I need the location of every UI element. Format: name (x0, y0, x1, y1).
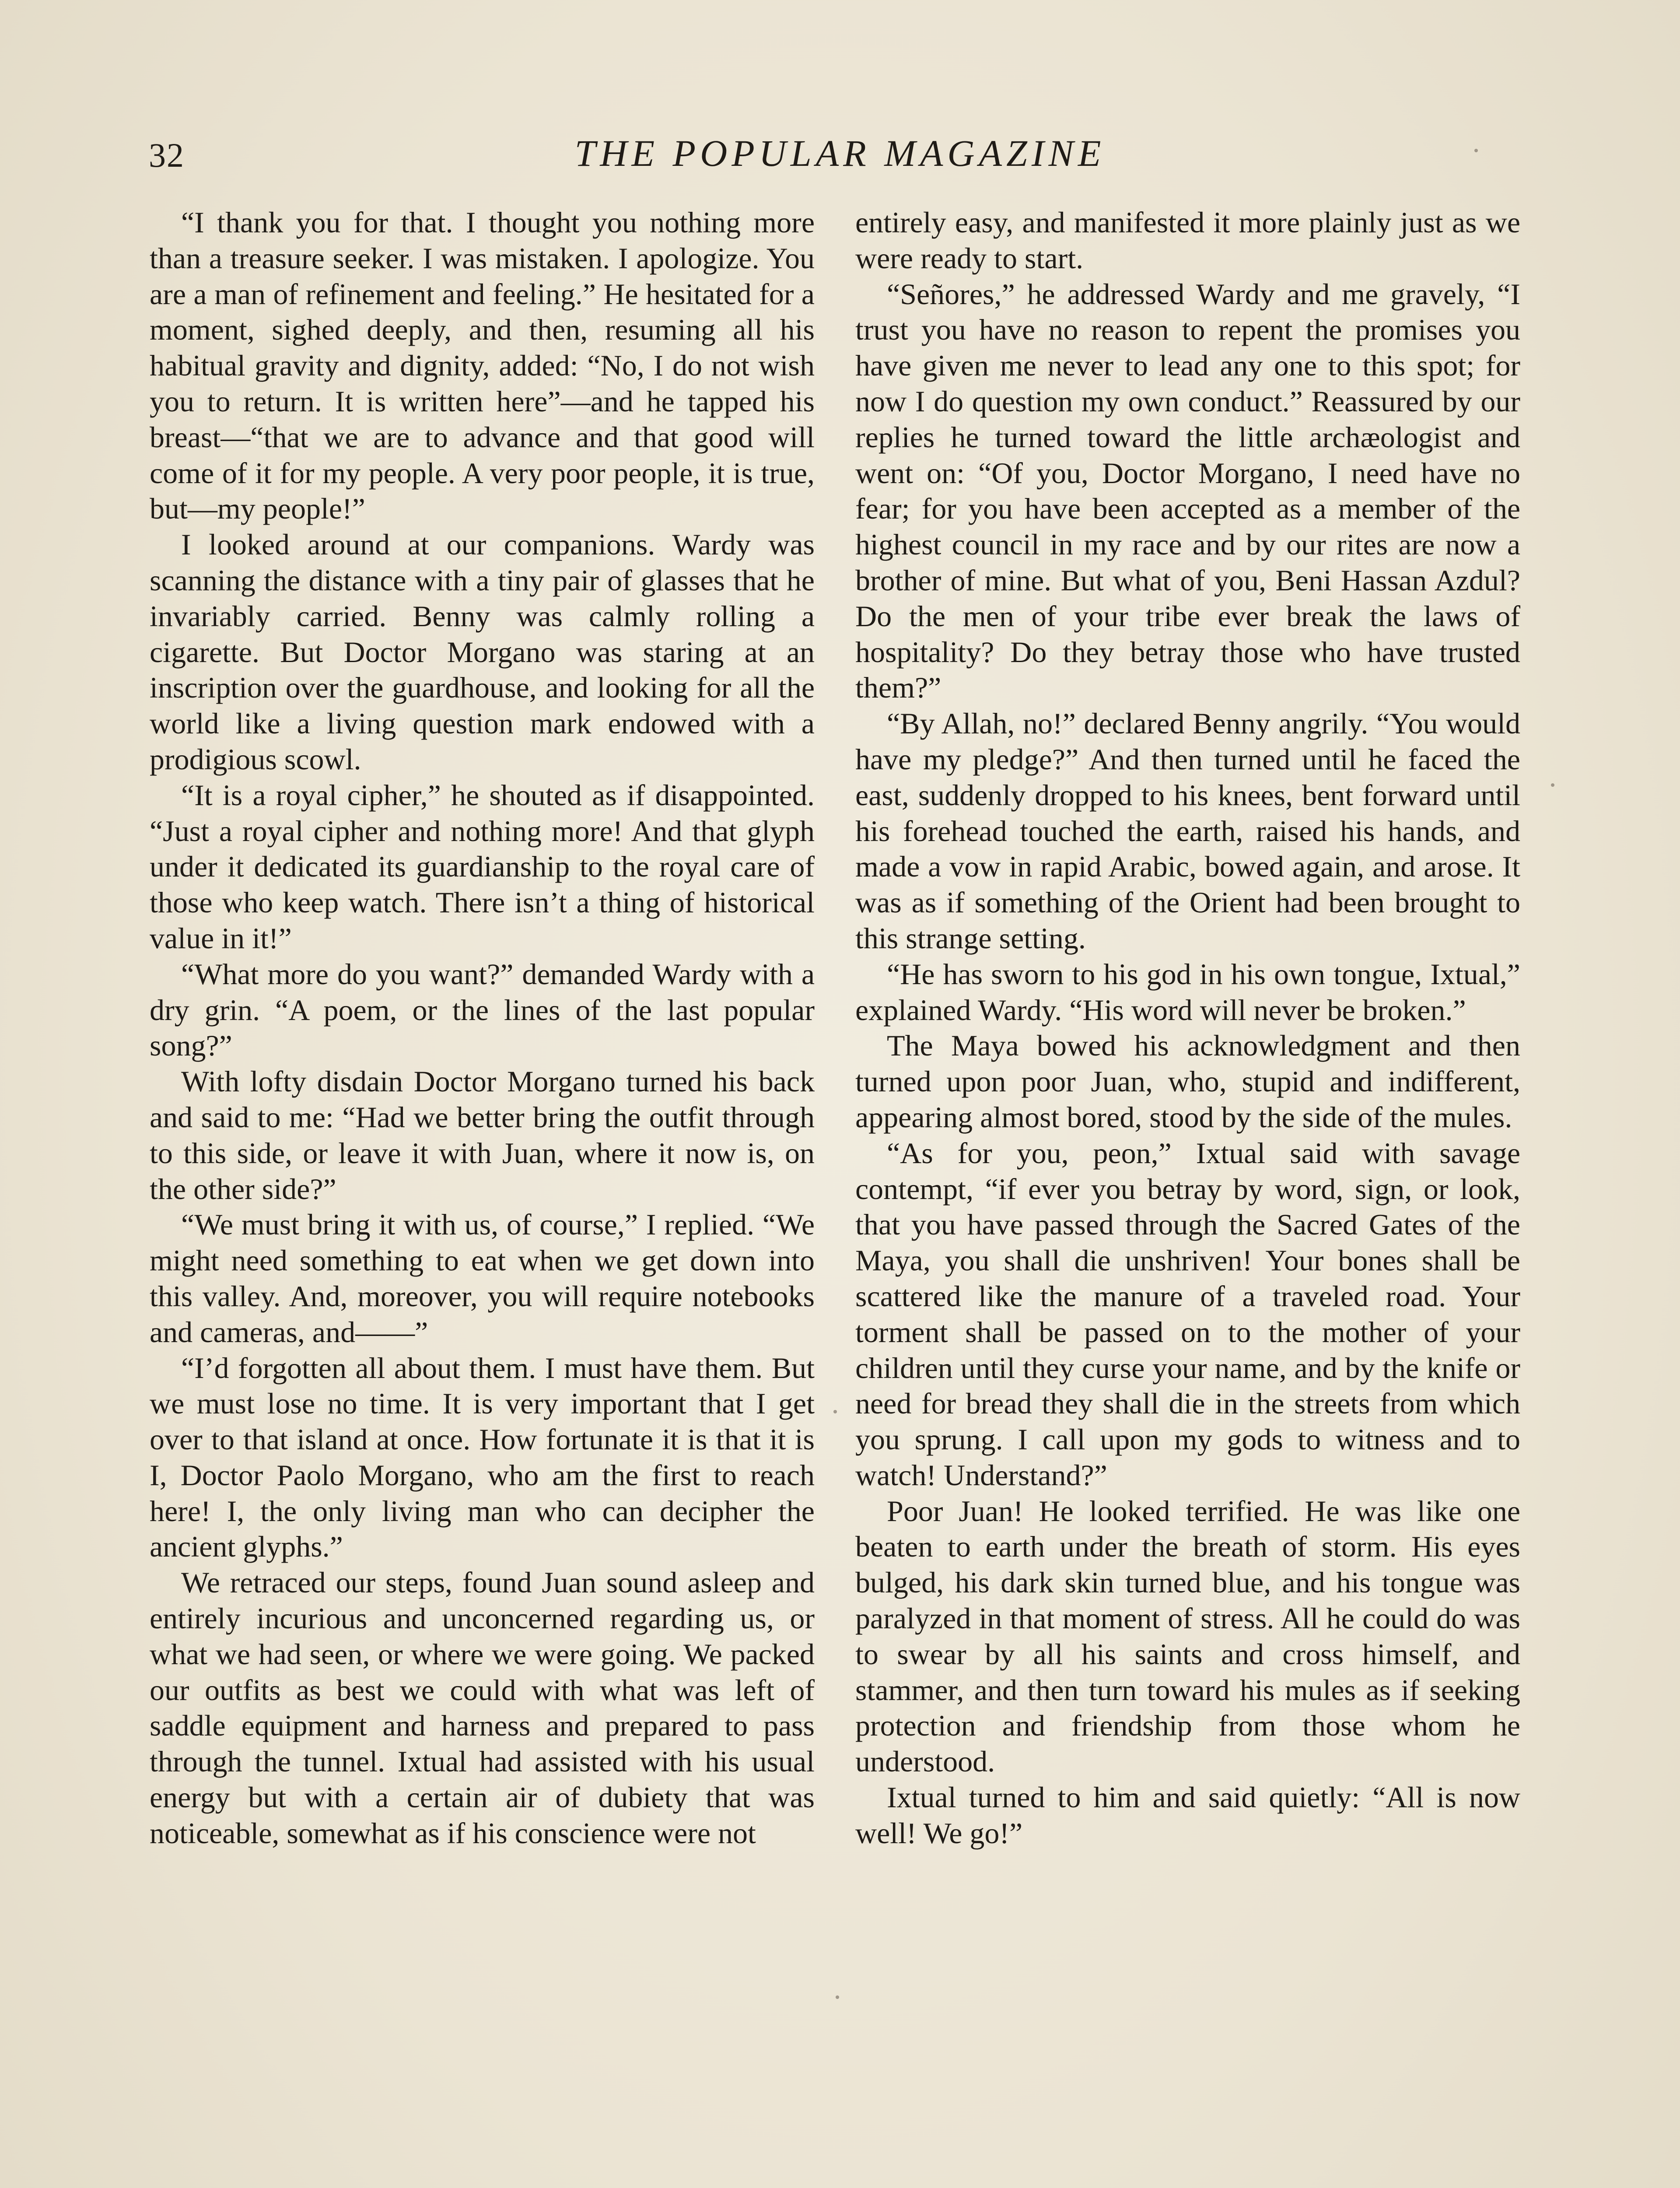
page-number: 32 (149, 136, 185, 174)
paragraph: “He has sworn to his god in his own tongue, Ixtual,” explained Wardy. “His word will never be broken.” (855, 957, 1520, 1027)
paragraph: With lofty disdain Doctor Morgano turned his back and said to me: “Had we better bring the outfit through to this side, or leave it with Juan, where it now is, on the other side?” (150, 1065, 815, 1206)
paragraph: I looked around at our companions. Wardy was scanning the distance with a tiny pair of glasses that he invariably carried. Benny was calmly rolling a cigarette. But Doctor Morgano was staring at an inscription over the guardhouse, and looking for all the world like a living question mark endowed with a prodigious scowl. (150, 528, 815, 776)
paragraph: “I’d forgotten all about them. I must have them. But we must lose no time. It is very important that I get over to that island at once. How fortunate it is that it is I, Doctor Paolo Morgano, who am the first to reach here! I, the only living man who can decipher the ancient glyphs.” (150, 1351, 815, 1564)
running-head: THE POPULAR MAGAZINE (574, 132, 1106, 174)
paragraph: Poor Juan! He looked terrified. He was like one beaten to earth under the breath of storm. His eyes bulged, his dark skin turned blue, and his tongue was paralyzed in that moment of stress. All he could do was to swear by all his saints and cross himself, and stammer, and then turn toward his mules as if seeking protection and friendship from those whom he understood. (855, 1494, 1520, 1778)
right-column (855, 205, 1520, 1851)
paragraph: “Señores,” he addressed Wardy and me gravely, “I trust you have no reason to repent the promises you have given me never to lead any one to this spot; for now I do question my own conduct.” Reassured by our replies he turned toward the little archæologist and went on: “Of you, Doctor Morgano, I need have no fear; for you have been accepted as a member of the highest council in my race and by our rites are now a brother of mine. But what of you, Beni Hassan Azdul? Do the men of your tribe ever break the laws of hospitality? Do they betray those who have trusted them?” (855, 277, 1520, 705)
paragraph: “I thank you for that. I thought you nothing more than a treasure seeker. I was mistaken. I apologize. You are a man of refinement and feeling.” He hesitated for a moment, sighed deeply, and then, resuming all his habitual gravity and dignity, added: “No, I do not wish you to return. It is written here”—and he tapped his breast—“that we are to advance and that good will come of it for my people. A very poor people, it is true, but—my people!” (150, 206, 815, 526)
paragraph-continued: entirely easy, and manifested it more plainly just as we were ready to start. (855, 206, 1520, 275)
paragraph: The Maya bowed his acknowledgment and then turned upon poor Juan, who, stupid and indifferent, appearing almost bored, stood by the side of the mules. (855, 1029, 1520, 1134)
paragraph: “By Allah, no!” declared Benny angrily. “You would have my pledge?” And then turned until he faced the east, suddenly dropped to his knees, bent forward until his forehead touched the earth, raised his hands, and made a vow in rapid Arabic, bowed again, and arose. It was as if something of the Orient had been brought to this strange setting. (855, 707, 1520, 955)
paragraph: Ixtual turned to him and said quietly: “All is now well! We go!” (855, 1781, 1520, 1850)
page-header (144, 127, 1536, 193)
left-column (150, 205, 815, 1851)
paragraph: “It is a royal cipher,” he shouted as if disappointed. “Just a royal cipher and nothing more! And that glyph under it dedicated its guardianship to the royal care of those who keep watch. There isn’t a thing of historical value in it!” (150, 778, 815, 955)
paragraph: “As for you, peon,” Ixtual said with savage contempt, “if ever you betray by word, sign, or look, that you have passed through the Sacred Gates of the Maya, you shall die unshriven! Your bones shall be scattered like the manure of a traveled road. Your torment shall be passed on to the mother of your children until they curse your name, and by the knife or need for bread they shall die in the streets from which you sprung. I call upon my gods to witness and to watch! Understand?” (855, 1136, 1520, 1492)
paragraph: “We must bring it with us, of course,” I replied. “We might need something to eat when we get down into this valley. And, moreover, you will require notebooks and cameras, and——” (150, 1208, 815, 1349)
paragraph: “What more do you want?” demanded Wardy with a dry grin. “A poem, or the lines of the last popular song?” (150, 957, 815, 1062)
paragraph: We retraced our steps, found Juan sound asleep and entirely incurious and unconcerned regarding us, or what we had seen, or where we were going. We packed our outfits as best we could with what was left of saddle equipment and harness and prepared to pass through the tunnel. Ixtual had assisted with his usual energy but with a certain air of dubiety that was noticeable, somewhat as if his conscience were not (150, 1566, 815, 1850)
